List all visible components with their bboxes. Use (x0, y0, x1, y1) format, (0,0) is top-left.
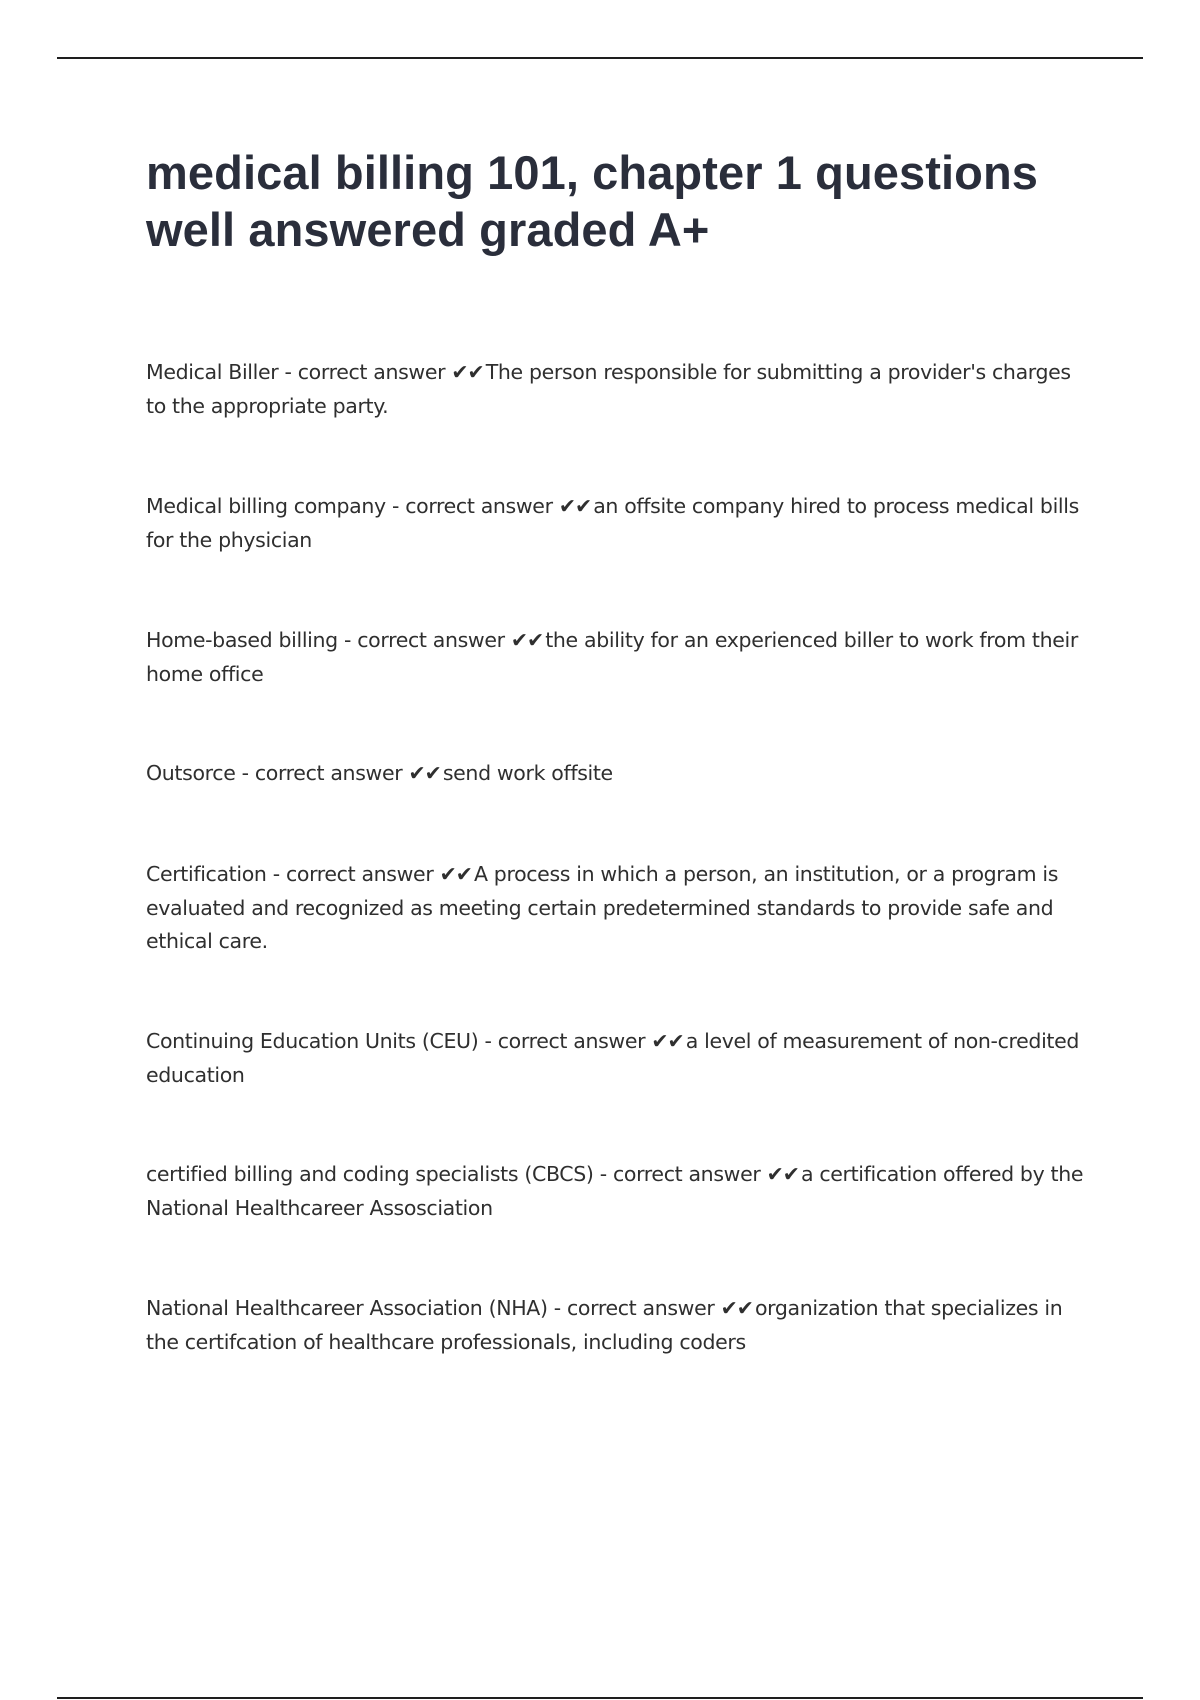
definition: a certification offered by the National Healthcareer Assosciation (146, 1162, 1084, 1220)
definition: send work offsite (442, 761, 613, 785)
answer-marker: correct answer (254, 761, 403, 785)
definition: A process in which a person, an institution, or a program is evaluated and recognized as meeting certain predetermined standards to provide safe and ethical care. (146, 862, 1059, 953)
definition: organization that specializes in the certifcation of healthcare professionals, including coders (146, 1296, 1063, 1354)
double-check-icon: ✔✔ (651, 1029, 684, 1053)
term: Medical Biller (146, 360, 279, 384)
flashcard-item: Home-based billing - correct answer ✔✔the ability for an experienced biller to work from their home office (146, 628, 1078, 686)
term: Medical billing company (146, 494, 386, 518)
flashcard-item: Continuing Education Units (CEU) - correct answer ✔✔a level of measurement of non-credited education (146, 1029, 1080, 1087)
answer-marker: correct answer (357, 628, 505, 652)
double-check-icon: ✔✔ (451, 360, 484, 384)
flashcard-item: Medical Biller - correct answer ✔✔The person responsible for submitting a provider's charges to the appropriate party. (146, 360, 1071, 418)
double-check-icon: ✔✔ (720, 1296, 753, 1320)
flashcard-item: Outsorce - correct answer ✔✔send work offsite (146, 761, 613, 785)
definition: a level of measurement of non-credited education (146, 1029, 1080, 1087)
flashcard-item: Certification - correct answer ✔✔A process in which a person, an institution, or a program is evaluated and recognized as meeting certain predetermined standards to provide safe and ethical care. (146, 862, 1059, 953)
document-title: medical billing 101, chapter 1 questions well answered graded A+ (146, 146, 1039, 256)
definition: an offsite company hired to process medical bills for the physician (146, 494, 1079, 552)
answer-marker: correct answer (405, 494, 553, 518)
answer-marker: correct answer (612, 1162, 761, 1186)
double-check-icon: ✔✔ (510, 628, 544, 652)
double-check-icon: ✔✔ (439, 862, 472, 886)
double-check-icon: ✔✔ (766, 1162, 799, 1186)
definition: The person responsible for submitting a provider's charges to the appropriate party. (146, 360, 1071, 418)
term: Home-based billing (146, 628, 338, 652)
answer-marker: correct answer (285, 862, 434, 886)
top-divider (57, 57, 1143, 59)
term: Continuing Education Units (CEU) (146, 1029, 479, 1053)
double-check-icon: ✔✔ (408, 761, 441, 785)
bottom-divider (57, 1697, 1143, 1699)
flashcard-item: Medical billing company - correct answer ✔✔an offsite company hired to process medical bills for the physician (146, 494, 1079, 552)
term: Outsorce (146, 761, 236, 785)
term: Certification (146, 862, 267, 886)
flashcard-item: certified billing and coding specialists (CBCS) - correct answer ✔✔a certification offered by the National Healthcareer Assosciation (146, 1162, 1084, 1220)
definition: the ability for an experienced biller to work from their home office (146, 628, 1078, 686)
answer-marker: correct answer (297, 360, 446, 384)
term: certified billing and coding specialists (CBCS) (146, 1162, 594, 1186)
double-check-icon: ✔✔ (558, 494, 592, 518)
answer-marker: correct answer (497, 1029, 646, 1053)
flashcard-item: National Healthcareer Association (NHA) - correct answer ✔✔organization that specializes in the certifcation of healthcare professionals, including coders (146, 1296, 1063, 1354)
answer-marker: correct answer (567, 1296, 715, 1320)
term: National Healthcareer Association (NHA) (146, 1296, 548, 1320)
